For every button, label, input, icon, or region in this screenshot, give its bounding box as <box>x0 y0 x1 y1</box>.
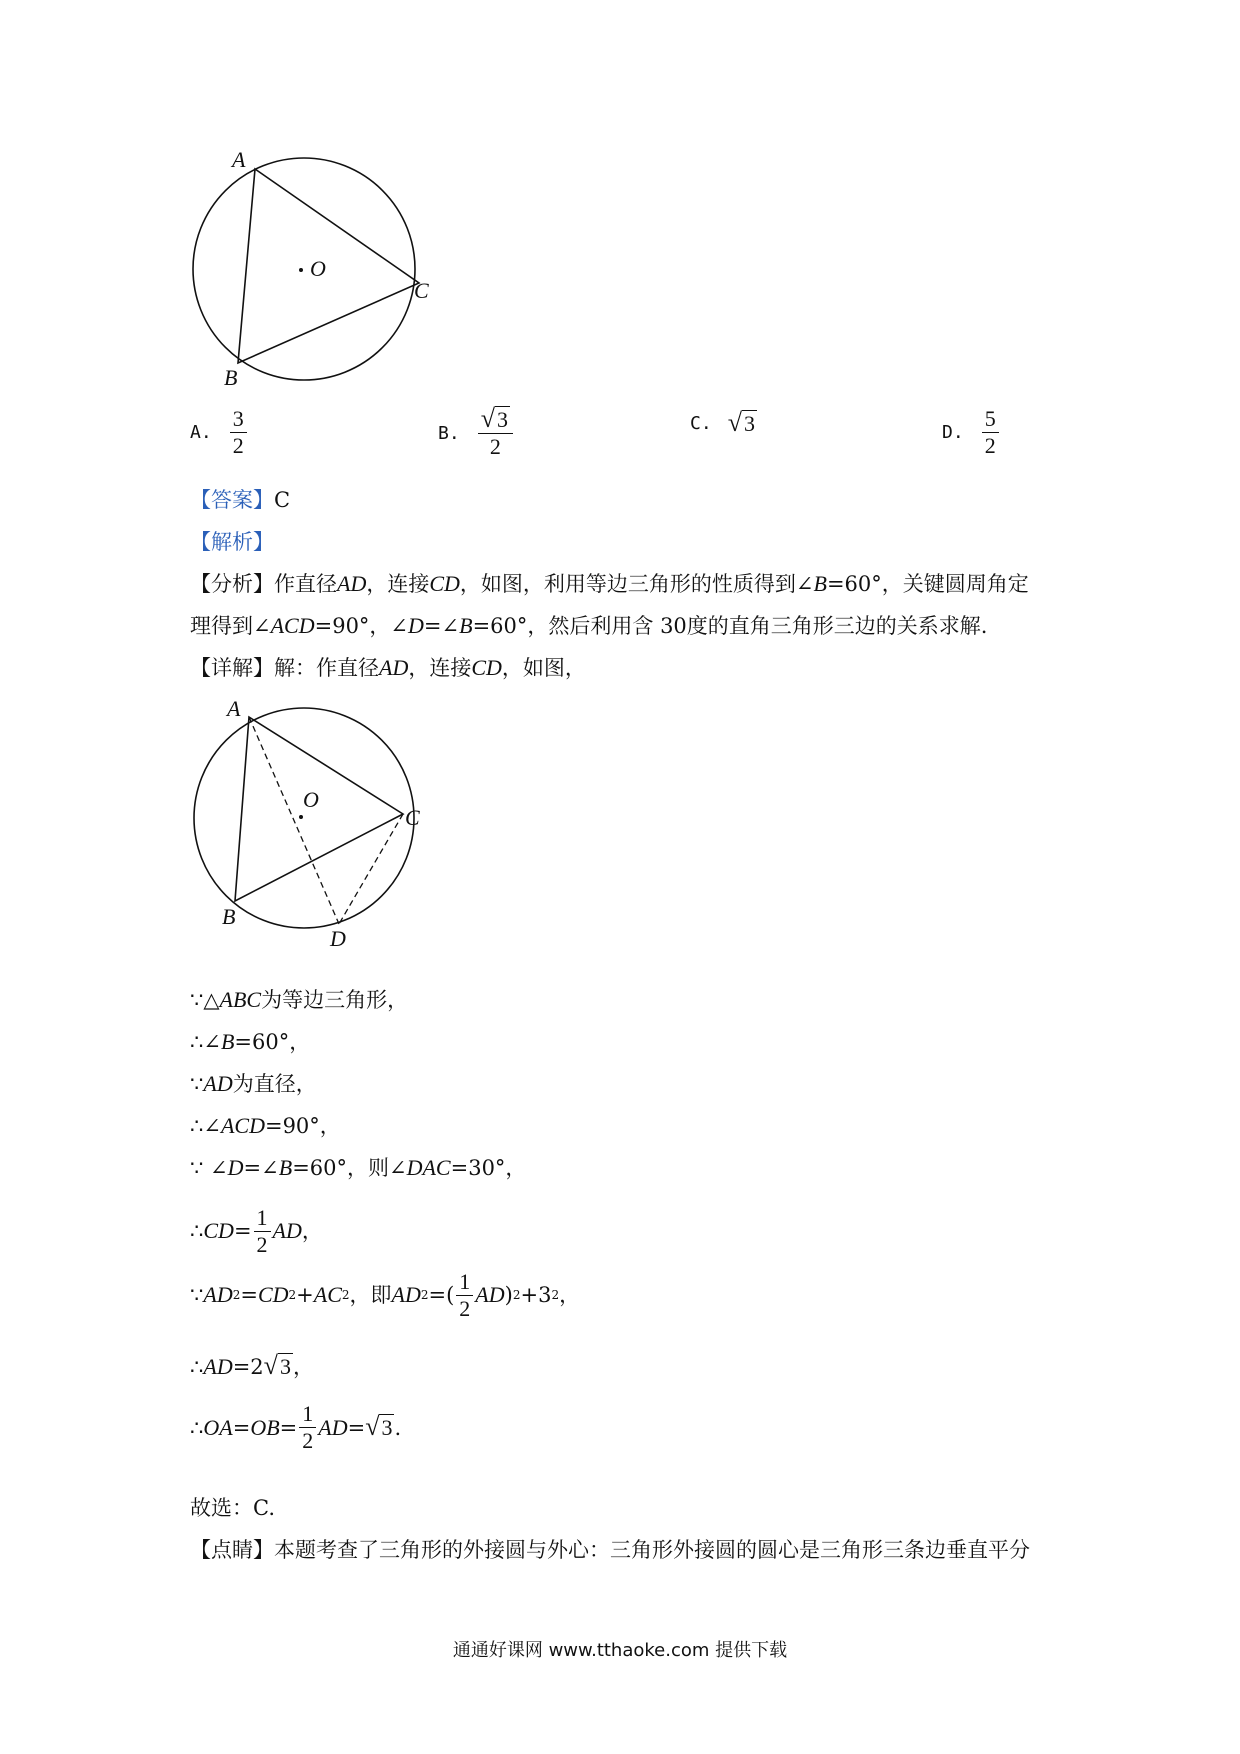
step-9: ∴ OA = OB = $\frac{1}{2}$ AD = √3 . <box>190 1401 402 1453</box>
label-c-2: C <box>405 805 420 830</box>
label-b-2: B <box>222 904 236 929</box>
analysis-tag: 【解析】 <box>190 530 274 554</box>
label-a: A <box>232 147 246 172</box>
option-d-label: D. <box>942 422 964 443</box>
step-5: ∵ ∠D=∠B=60°，则∠DAC=30°， <box>190 1155 527 1180</box>
denominator: 2 <box>232 433 244 458</box>
option-a-label: A. <box>190 422 212 443</box>
option-b <box>438 404 515 459</box>
radicand: 3 <box>496 407 508 432</box>
step-4: ∴∠ACD=90°， <box>190 1113 341 1138</box>
center-point <box>299 268 303 272</box>
label-o-2: O <box>303 787 319 812</box>
label-c: C <box>414 278 429 303</box>
denominator: 2 <box>489 434 501 459</box>
radicand: 3 <box>743 411 755 436</box>
numerator: 3 <box>232 406 244 431</box>
triangle-abc-2 <box>235 717 403 901</box>
numerator: 5 <box>984 406 996 431</box>
answer-value: C <box>274 488 291 512</box>
triangle-abc <box>238 169 419 363</box>
option-b-label: B. <box>438 422 460 444</box>
xiangjie-tag: 【详解】 <box>190 656 274 680</box>
step-8: ∴ AD =2 √3 ， <box>190 1351 314 1380</box>
dianjing-line <box>190 1536 1030 1564</box>
option-a <box>190 408 249 457</box>
label-d-2: D <box>330 926 346 950</box>
diameter-ad <box>249 717 339 924</box>
step-7-fraction: $\frac{1}{2}$ <box>456 1271 473 1320</box>
option-c-label: C. <box>690 412 712 434</box>
xiangjie-line: 【详解】解：作直径AD，连接CD，如图， <box>190 655 586 680</box>
step-6-fraction: $\frac{1}{2}$ <box>254 1207 271 1256</box>
option-b-fraction: $\frac{√3}{2}$ <box>478 408 513 458</box>
circumcircle <box>193 158 415 380</box>
circumcircle-2 <box>194 708 414 928</box>
step-6: ∴ CD = $\frac{1}{2}$ AD ， <box>190 1204 323 1257</box>
option-a-fraction <box>230 408 247 457</box>
label-o: O <box>310 256 326 281</box>
step-2: ∴∠B=60°， <box>190 1029 311 1054</box>
center-point-2 <box>299 815 303 819</box>
answer-tag: 【答案】 <box>190 488 274 512</box>
footer-credit: 通通好课网 www.tthaoke.com 提供下载 <box>452 1640 788 1661</box>
option-d-fraction <box>982 408 999 457</box>
option-d <box>942 408 1001 457</box>
answer-line <box>190 486 290 514</box>
conclusion: 故选：C. <box>190 1496 275 1520</box>
option-c: C. √3 <box>690 408 755 437</box>
label-b: B <box>224 365 238 390</box>
figure-circle-triangle <box>180 145 450 400</box>
step-1: ∵△ABC为等边三角形， <box>190 987 409 1012</box>
dianjing-tag: 【点睛】 <box>190 1538 274 1562</box>
fenxi-tag: 【分析】 <box>190 572 274 596</box>
step-9-fraction: $\frac{1}{2}$ <box>299 1403 316 1452</box>
step-7: ∵ AD 2 = CD 2 + AC 2 ，即 AD 2 =( $\frac{1}{2}$ AD ) 2 +3 2 ， <box>190 1268 581 1321</box>
step-3: ∵AD为直径， <box>190 1071 317 1096</box>
denominator: 2 <box>984 433 996 458</box>
label-a-2: A <box>227 700 241 721</box>
dianjing-text: 本题考查了三角形的外接圆与外心：三角形外接圆的圆心是三角形三条边垂直平分 <box>274 1538 1030 1562</box>
fenxi-line-1: 【分析】作直径AD，连接CD，如图，利用等边三角形的性质得到∠B=60°，关键圆周角定 <box>190 571 1029 596</box>
figure-circle-diameter <box>180 700 450 950</box>
fenxi-line-2: 理得到∠ACD=90°，∠D=∠B=60°，然后利用含 30度的直角三角形三边的关系求解. <box>190 613 988 638</box>
